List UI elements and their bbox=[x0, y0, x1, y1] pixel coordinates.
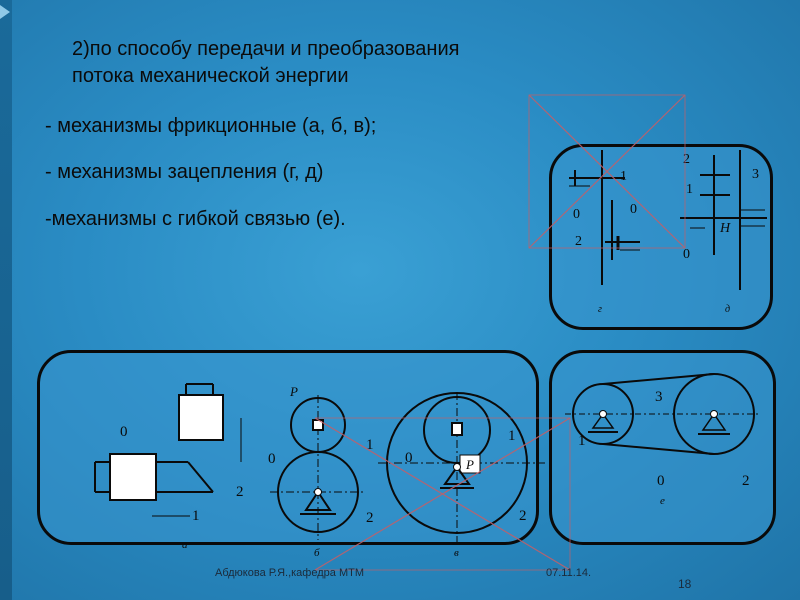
label-a-1: 1 bbox=[192, 508, 200, 524]
belt-diagram bbox=[565, 374, 760, 454]
label-b-1: 1 bbox=[366, 437, 374, 453]
list-item-friction: - механизмы фрикционные (а, б, в); bbox=[45, 115, 377, 137]
list-item-flexible: -механизмы с гибкой связью (е). bbox=[45, 208, 346, 230]
label-d-1: 1 bbox=[686, 182, 693, 197]
label-d-0: 0 bbox=[683, 247, 690, 262]
list-item-gearing: - механизмы зацепления (г, д) bbox=[45, 161, 324, 183]
friction-diagram-a bbox=[95, 384, 241, 516]
label-d-2: 2 bbox=[683, 152, 690, 167]
label-b-0: 0 bbox=[268, 451, 276, 467]
label-a-2: 2 bbox=[236, 484, 244, 500]
label-v-2: 2 bbox=[519, 508, 527, 524]
friction-diagram-b bbox=[270, 395, 366, 540]
label-b-2: 2 bbox=[366, 510, 374, 526]
label-g-2: 2 bbox=[575, 234, 582, 249]
footer-date: 07.11.14. bbox=[546, 567, 592, 579]
page-number: 18 bbox=[678, 577, 692, 591]
slide-title-line-1: 2)по способу передачи и преобразования bbox=[72, 38, 460, 60]
label-g-0b: 0 bbox=[630, 202, 637, 217]
label-e-0: 0 bbox=[657, 473, 665, 489]
label-v-0: 0 bbox=[405, 450, 413, 466]
label-g-0a: 0 bbox=[573, 207, 580, 222]
label-e-1: 1 bbox=[578, 433, 586, 449]
label-v-p: P bbox=[466, 457, 474, 472]
label-e-3: 3 bbox=[655, 389, 663, 405]
caption-v: в bbox=[454, 547, 459, 559]
label-d-3: 3 bbox=[752, 167, 759, 182]
label-d-h: H bbox=[720, 221, 731, 236]
caption-a: а bbox=[182, 539, 188, 551]
cross-out-lines bbox=[315, 95, 685, 570]
label-a-0: 0 bbox=[120, 424, 128, 440]
caption-g: г bbox=[598, 304, 602, 315]
label-b-p: P bbox=[290, 384, 298, 399]
label-g-1: 1 bbox=[620, 169, 627, 184]
label-v-1: 1 bbox=[508, 428, 516, 444]
slide-title-line-2: потока механической энергии bbox=[72, 65, 349, 87]
caption-b: б bbox=[314, 547, 320, 559]
footer-author: Абдюкова Р.Я.,кафедра МТМ bbox=[215, 567, 364, 579]
caption-d: д bbox=[725, 304, 731, 315]
label-e-2: 2 bbox=[742, 473, 750, 489]
caption-e: е bbox=[660, 495, 665, 507]
